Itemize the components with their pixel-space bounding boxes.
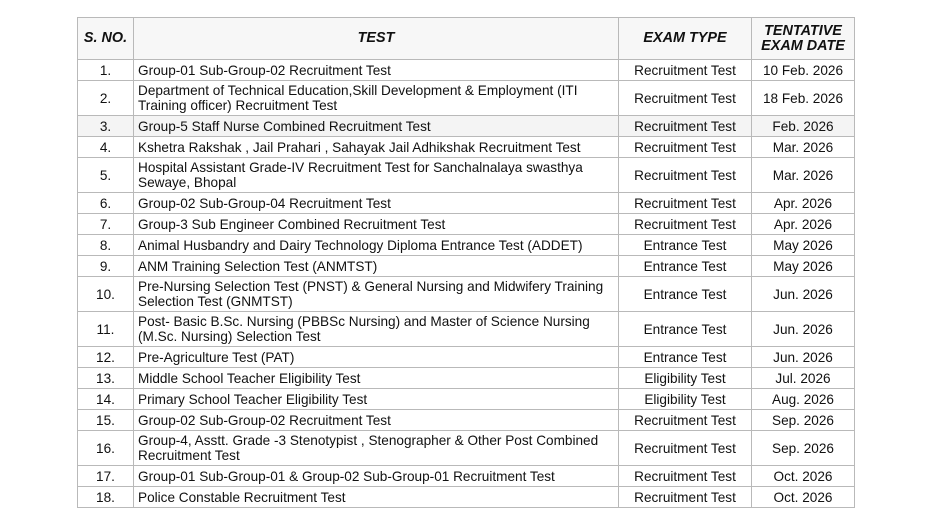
- table-row: [78, 235, 855, 256]
- row-number: 18.: [78, 487, 134, 508]
- test-name: Department of Technical Education,Skill Development & Employment (ITI Training officer) Recruitment Test: [134, 81, 619, 116]
- exam-schedule-table: [77, 17, 855, 508]
- test-name: Group-4, Asstt. Grade -3 Stenotypist , Stenographer & Other Post Combined Recruitment Test: [134, 431, 619, 466]
- exam-date: Jul. 2026: [752, 368, 855, 389]
- exam-date: Jun. 2026: [752, 347, 855, 368]
- exam-type: Entrance Test: [619, 277, 752, 312]
- test-name: Police Constable Recruitment Test: [134, 487, 619, 508]
- exam-date: Oct. 2026: [752, 487, 855, 508]
- test-name: ANM Training Selection Test (ANMTST): [134, 256, 619, 277]
- exam-date: Sep. 2026: [752, 431, 855, 466]
- table-row: [78, 347, 855, 368]
- row-number: 15.: [78, 410, 134, 431]
- table-row: [78, 81, 855, 116]
- test-name: Primary School Teacher Eligibility Test: [134, 389, 619, 410]
- exam-type: Eligibility Test: [619, 368, 752, 389]
- header-exam-date: [752, 18, 855, 60]
- table-row: [78, 312, 855, 347]
- table-row: [78, 60, 855, 81]
- test-name: Middle School Teacher Eligibility Test: [134, 368, 619, 389]
- test-name: Group-02 Sub-Group-04 Recruitment Test: [134, 193, 619, 214]
- test-name: Group-3 Sub Engineer Combined Recruitment Test: [134, 214, 619, 235]
- exam-type: Recruitment Test: [619, 410, 752, 431]
- row-number: 6.: [78, 193, 134, 214]
- row-number: 10.: [78, 277, 134, 312]
- exam-date: Mar. 2026: [752, 158, 855, 193]
- row-number: 11.: [78, 312, 134, 347]
- table-row: [78, 487, 855, 508]
- test-name: Kshetra Rakshak , Jail Prahari , Sahayak Jail Adhikshak Recruitment Test: [134, 137, 619, 158]
- row-number: 1.: [78, 60, 134, 81]
- exam-date: Mar. 2026: [752, 137, 855, 158]
- table-row: [78, 466, 855, 487]
- row-number: 17.: [78, 466, 134, 487]
- table-row: [78, 116, 855, 137]
- exam-date: Jun. 2026: [752, 277, 855, 312]
- exam-date: Jun. 2026: [752, 312, 855, 347]
- row-number: 4.: [78, 137, 134, 158]
- exam-date: May 2026: [752, 256, 855, 277]
- test-name: Pre-Agriculture Test (PAT): [134, 347, 619, 368]
- exam-date: Apr. 2026: [752, 193, 855, 214]
- exam-type: Eligibility Test: [619, 389, 752, 410]
- exam-type: Recruitment Test: [619, 116, 752, 137]
- exam-type: Entrance Test: [619, 235, 752, 256]
- test-name: Group-01 Sub-Group-02 Recruitment Test: [134, 60, 619, 81]
- test-name: Group-01 Sub-Group-01 & Group-02 Sub-Group-01 Recruitment Test: [134, 466, 619, 487]
- exam-date: Oct. 2026: [752, 466, 855, 487]
- table-row: [78, 193, 855, 214]
- table-row: [78, 368, 855, 389]
- exam-type: Recruitment Test: [619, 158, 752, 193]
- exam-type: Recruitment Test: [619, 193, 752, 214]
- test-name: Animal Husbandry and Dairy Technology Diploma Entrance Test (ADDET): [134, 235, 619, 256]
- header-exam-date-line2: EXAM DATE: [761, 37, 845, 54]
- test-name: Group-5 Staff Nurse Combined Recruitment Test: [134, 116, 619, 137]
- header-exam-date-line1: TENTATIVE: [764, 22, 842, 39]
- exam-type: Entrance Test: [619, 347, 752, 368]
- test-name: Post- Basic B.Sc. Nursing (PBBSc Nursing) and Master of Science Nursing (M.Sc. Nursing) Selection Test: [134, 312, 619, 347]
- exam-date: May 2026: [752, 235, 855, 256]
- exam-date: Sep. 2026: [752, 410, 855, 431]
- row-number: 16.: [78, 431, 134, 466]
- exam-type: Recruitment Test: [619, 60, 752, 81]
- exam-date: Feb. 2026: [752, 116, 855, 137]
- exam-type: Recruitment Test: [619, 137, 752, 158]
- exam-type: Entrance Test: [619, 312, 752, 347]
- table-row: [78, 389, 855, 410]
- exam-type: Entrance Test: [619, 256, 752, 277]
- exam-type: Recruitment Test: [619, 431, 752, 466]
- row-number: 9.: [78, 256, 134, 277]
- table-row: [78, 256, 855, 277]
- table-row: [78, 158, 855, 193]
- row-number: 2.: [78, 81, 134, 116]
- row-number: 5.: [78, 158, 134, 193]
- row-number: 14.: [78, 389, 134, 410]
- exam-date: Apr. 2026: [752, 214, 855, 235]
- table-row: [78, 214, 855, 235]
- exam-type: Recruitment Test: [619, 487, 752, 508]
- exam-date: 18 Feb. 2026: [752, 81, 855, 116]
- header-exam-type: EXAM TYPE: [619, 18, 752, 60]
- table-row: [78, 410, 855, 431]
- exam-type: Recruitment Test: [619, 466, 752, 487]
- exam-type: Recruitment Test: [619, 81, 752, 116]
- header-test: TEST: [134, 18, 619, 60]
- exam-date: Aug. 2026: [752, 389, 855, 410]
- row-number: 12.: [78, 347, 134, 368]
- row-number: 7.: [78, 214, 134, 235]
- table-row: [78, 277, 855, 312]
- test-name: Hospital Assistant Grade-IV Recruitment Test for Sanchalnalaya swasthya Sewaye, Bhopal: [134, 158, 619, 193]
- row-number: 3.: [78, 116, 134, 137]
- table-row: [78, 431, 855, 466]
- exam-date: 10 Feb. 2026: [752, 60, 855, 81]
- row-number: 8.: [78, 235, 134, 256]
- exam-type: Recruitment Test: [619, 214, 752, 235]
- test-name: Group-02 Sub-Group-02 Recruitment Test: [134, 410, 619, 431]
- test-name: Pre-Nursing Selection Test (PNST) & General Nursing and Midwifery Training Selection Test (GNMTST): [134, 277, 619, 312]
- row-number: 13.: [78, 368, 134, 389]
- table-row: [78, 137, 855, 158]
- header-sno: S. NO.: [78, 18, 134, 60]
- header-row: [78, 18, 855, 60]
